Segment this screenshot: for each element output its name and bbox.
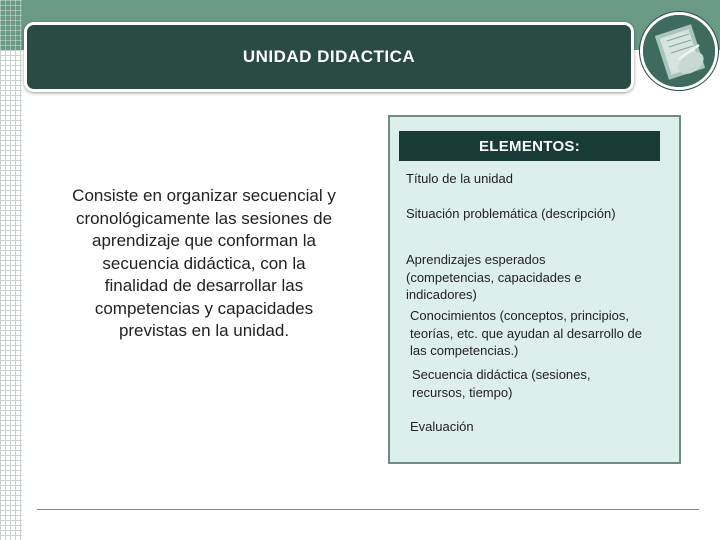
hands-writing-photo-icon [643, 15, 715, 87]
definition-text: Consiste en organizar secuencial y cronológicamente las sesiones de aprendizaje que conforman la secuencia didáctica, con la finalidad de desarrollar las competencias y capacidades previstas en la unidad. [72, 186, 336, 340]
element-item-evaluacion: Evaluación [410, 419, 474, 434]
bottom-divider [37, 509, 699, 510]
element-item-aprendizajes: Aprendizajes esperados (competencias, capacidades e indicadores) [406, 252, 582, 302]
page-title: UNIDAD DIDACTICA [242, 47, 416, 66]
elements-header: ELEMENTOS: [399, 131, 660, 161]
title-bar [24, 22, 634, 92]
element-item-titulo: Título de la unidad [406, 171, 513, 186]
element-item-conocimientos: Conocimientos (conceptos, principios, teorías, etc. que ayudan al desarrollo de las competencias.) [410, 308, 642, 358]
photo-circle [640, 12, 718, 90]
element-item-situacion: Situación problemática (descripción) [406, 206, 616, 221]
grid-pattern-top [0, 0, 22, 50]
grid-pattern-strip [0, 50, 22, 540]
element-item-secuencia: Secuencia didáctica (sesiones, recursos, tiempo) [412, 367, 591, 400]
